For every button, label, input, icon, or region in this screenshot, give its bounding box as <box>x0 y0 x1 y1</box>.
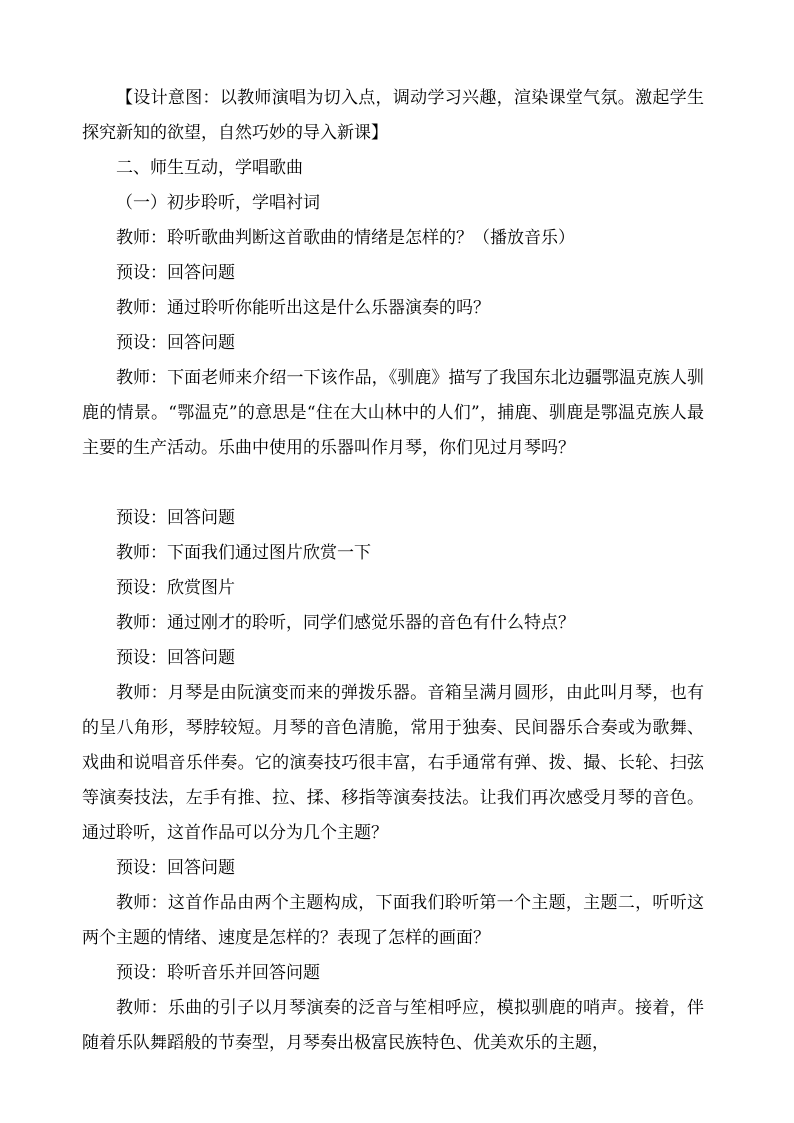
preset-paragraph: 预设：回答问题 <box>116 508 235 528</box>
preset-paragraph: 预设：回答问题 <box>116 263 235 283</box>
teacher-paragraph: 教师：通过聆听你能听出这是什么乐器演奏的吗？ <box>116 298 490 318</box>
preset-paragraph: 预设：回答问题 <box>116 333 235 353</box>
design-intent-paragraph: 【设计意图：以教师演唱为切入点，调动学习兴趣，渲染课堂气氛。激起学生探究新知的欲望，自然巧妙的导入新课】 <box>82 88 704 143</box>
teacher-paragraph: 教师：聆听歌曲判断这首歌曲的情绪是怎样的？（播放音乐） <box>116 228 575 248</box>
teacher-paragraph: 教师：这首作品由两个主题构成，下面我们聆听第一个主题，主题二，听听这两个主题的情绪、速度是怎样的？表现了怎样的画面？ <box>82 893 704 948</box>
preset-paragraph: 预设：欣赏图片 <box>116 578 235 598</box>
teacher-paragraph: 教师：通过刚才的聆听，同学们感觉乐器的音色有什么特点？ <box>116 613 575 633</box>
section-heading: 二、师生互动，学唱歌曲 <box>116 158 303 178</box>
preset-paragraph: 预设：聆听音乐并回答问题 <box>116 963 320 983</box>
teacher-paragraph: 教师：月琴是由阮演变而来的弹拨乐器。音箱呈满月圆形，由此叫月琴，也有的呈八角形，琴脖较短。月琴的音色清脆，常用于独奏、民间器乐合奏或为歌舞、戏曲和说唱音乐伴奏。它的演奏技巧很丰富，右手通常有弹、拨、撮、长轮、扫弦等演奏技法，左手有推、拉、揉、移指等演奏技法。让我们再次感受月琴的音色。通过聆听，这首作品可以分为几个主题？ <box>82 683 704 843</box>
preset-paragraph: 预设：回答问题 <box>116 858 235 878</box>
subsection-heading: （一）初步聆听，学唱衬词 <box>116 193 320 213</box>
preset-paragraph: 预设：回答问题 <box>116 648 235 668</box>
teacher-paragraph: 教师：下面老师来介绍一下该作品，《驯鹿》描写了我国东北边疆鄂温克族人驯鹿的情景。“鄂温克”的意思是“住在大山林中的人们”，捕鹿、驯鹿是鄂温克族人最主要的生产活动。乐曲中使用的乐器叫作月琴，你们见过月琴吗？ <box>82 368 704 458</box>
teacher-paragraph: 教师：下面我们通过图片欣赏一下 <box>116 543 371 563</box>
teacher-paragraph: 教师：乐曲的引子以月琴演奏的泛音与笙相呼应，模拟驯鹿的哨声。接着，伴随着乐队舞蹈般的节奏型，月琴奏出极富民族特色、优美欢乐的主题， <box>82 998 704 1053</box>
